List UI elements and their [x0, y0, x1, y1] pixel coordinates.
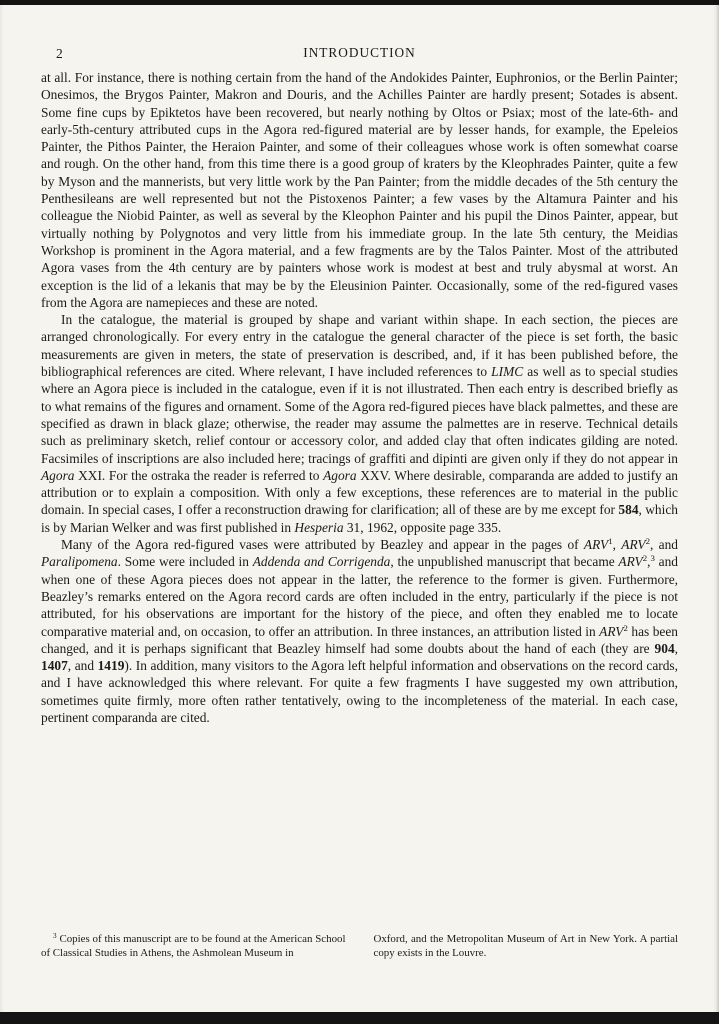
page-header	[41, 45, 678, 63]
footnote-marker: 3	[53, 932, 57, 941]
body-text	[41, 69, 678, 726]
paragraph-1: at all. For instance, there is nothing certain from the hand of the Andokides Painter, Euphronios, or the Berlin Painter; Onesimos, the Brygos Painter, Makron and Douris, and the Achilles Painter are hardly present; Sotades is absent. Some fine cups by Epiktetos have been recovered, but nearly nothing by Oltos or Psiax; most of the late-6th- and early-5th-century attributed cups in the Agora red-figured material are by lesser hands, for example, the Epeleios Painter, the Pithos Painter, the Heraion Painter, and some of their colleagues whose work is often somewhat coarse and rough. On the other hand, from this time there is a good group of kraters by the Kleophrades Painter, quite a few by Myson and the mannerists, but very little work by the Pan Painter; from the middle decades of the 5th century the Penthesileans are well represented but not the Pistoxenos Painter; a few vases by the Altamura Painter and his colleague the Niobid Painter, as well as several by the Kleophon Painter and his pupil the Dinos Painter, appear, but virtually nothing by Polygnotos and very little from his immediate group. In the late 5th century, the Meidias Workshop is prominent in the Agora material, and a few fragments are by the Talos Painter. Most of the attributed Agora vases from the 4th century are by painters whose work is modest at best and truly abysmal at worst. An exception is the lid of a lekanis that may be by the Eleusinion Painter. Occasionally, some of the red-figured vases from the Agora are namepieces and these are noted.	[41, 70, 678, 310]
footnote-text-left: Copies of this manuscript are to be found at the American School of Classical Studies in Athens, the Ashmolean Museum in	[41, 933, 346, 959]
paragraph-3: Many of the Agora red-figured vases were attributed by Beazley and appear in the pages of ARV$^1$, ARV$^2$, and Paralipomena. Some were included in Addenda and Corrigenda, the unpublished manuscript that became ARV$^2$,$^3$ and when one of these Agora pieces does not appear in the latter, the reference to the former is given. Furthermore, Beazley’s remarks entered on the Agora record cards are often included in the entry, particularly if the piece is not attributed, for his observations are important for the history of the piece, and often they enabled me to locate comparative material and, on occasion, to offer an attribution. In three instances, an attribution listed in ARV$^2$ has been changed, and it is perhaps significant that Beazley himself had some doubts about the hand of each (they are 904, 1407, and 1419). In addition, many visitors to the Agora left helpful information and observations on the record cards, and I have acknowledged this where relevant. For quite a few fragments I have suggested my own attribution, sometimes quite firmly, more often rather tentatively, owing to the incompleteness of the material. In each case, pertinent comparanda are cited.	[41, 536, 678, 725]
footnote-column-left	[41, 933, 346, 960]
footnote-column-right	[374, 933, 679, 960]
scan-edge-bottom	[0, 1012, 719, 1024]
paragraph-2: In the catalogue, the material is grouped by shape and variant within shape. In each section, the pieces are arranged chronologically. For every entry in the catalogue the general character of the piece is set forth, the basic measurements are given in meters, the state of preservation is described, and, if it has been published before, the bibliographical references are cited. Where relevant, I have included references to LIMC as well as to special studies where an Agora piece is included in the catalogue, even if it is not illustrated. Then each entry is described briefly as to what remains of the figures and ornament. Some of the Agora red-figured pieces have black palmettes, and these are specified as drawn in black glaze; otherwise, the reader may assume the palmettes are in reserve. Technical details such as preliminary sketch, relief contour or accessory color, and added clay that often indicates gilding are noted. Facsimiles of inscriptions are also included here; tracings of graffiti and dipinti are given only if they do not appear in Agora XXI. For the ostraka the reader is referred to Agora XXV. Where desirable, comparanda are added to justify an attribution or to explain a composition. With only a few exceptions, these references are to material in the public domain. In special cases, I offer a reconstruction drawing for clarification; all of these are by me except for 584, which is by Marian Welker and was first published in Hesperia 31, 1962, opposite page 335.	[41, 312, 679, 535]
footnote	[41, 933, 678, 960]
footnote-text-right: Oxford, and the Metropolitan Museum of Art in New York. A partial copy exists in the Louvre.	[373, 933, 678, 959]
running-head: INTRODUCTION	[303, 45, 416, 60]
scan-edge-top	[0, 0, 719, 5]
page-number: 2	[56, 46, 63, 61]
